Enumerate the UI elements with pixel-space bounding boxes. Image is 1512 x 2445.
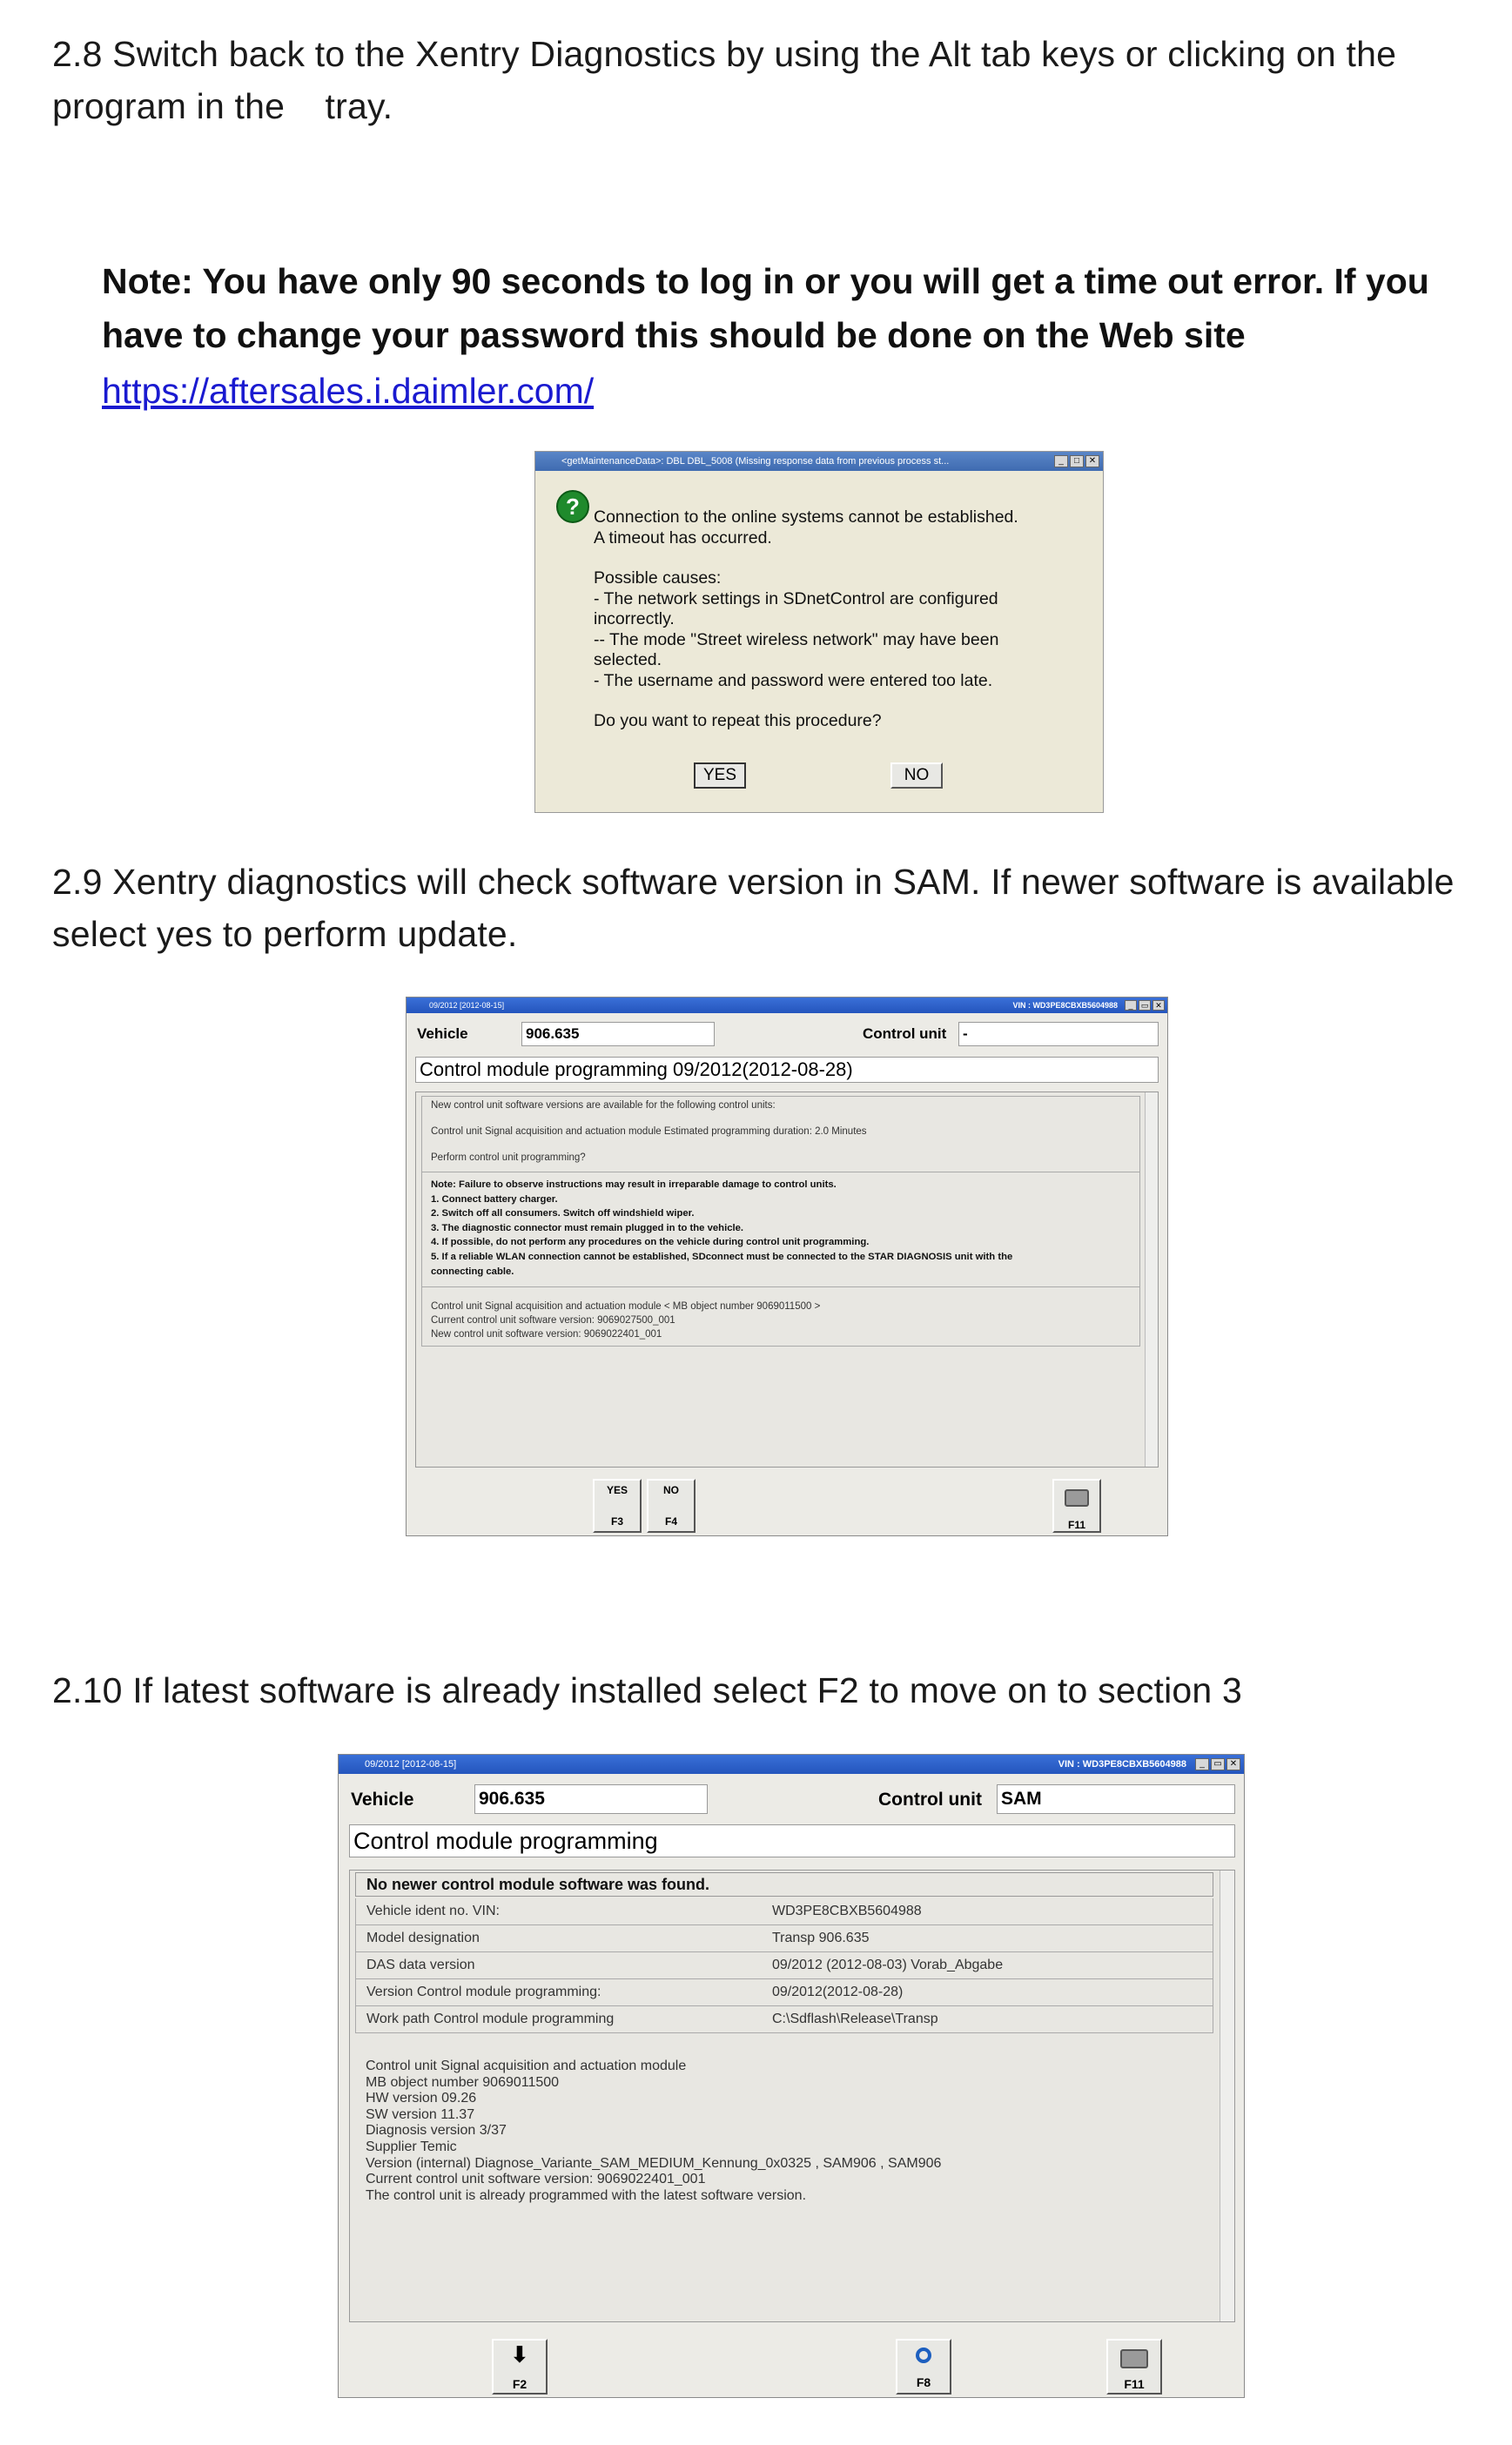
dialog-cause2b: selected. xyxy=(594,650,662,669)
xentry-programming-window xyxy=(406,997,1168,1536)
programming-content xyxy=(415,1092,1159,1468)
window-restore-button[interactable]: ▭ xyxy=(1139,1000,1151,1011)
window2-restore-button[interactable]: ▭ xyxy=(1211,1758,1225,1770)
no-f4-button[interactable] xyxy=(647,1479,696,1533)
result-scrollbar[interactable] xyxy=(1220,1871,1234,2321)
control-unit2-label: Control unit xyxy=(878,1790,982,1810)
dialog-close-button[interactable]: ✕ xyxy=(1085,455,1099,467)
window-title-vin: VIN : WD3PE8CBXB5604988 xyxy=(1012,1001,1118,1010)
cu-current-version: Current control unit software version: 9069027500_001 xyxy=(431,1315,675,1326)
step-2-9-line2: select yes to perform update. xyxy=(52,914,518,954)
info-section xyxy=(421,1096,1140,1172)
warning-step1: 1. Connect battery charger. xyxy=(431,1193,558,1205)
result-row xyxy=(355,1925,1213,1952)
programming2-header: Control module programming xyxy=(349,1824,1235,1857)
detail-line: Diagnosis version 3/37 xyxy=(366,2123,507,2139)
warning-step2: 2. Switch off all consumers. Switch off windshield wiper. xyxy=(431,1208,695,1219)
vehicle-field: 906.635 xyxy=(521,1022,715,1046)
control-unit-section xyxy=(421,1287,1140,1347)
result-row xyxy=(355,1979,1213,2006)
detail-line: MB object number 9069011500 xyxy=(366,2074,560,2090)
note-text: Note: You have only 90 seconds to log in or you will get a time out error. If you have to change your password this should be done on the Web site xyxy=(102,261,1429,355)
dialog-cause3: - The username and password were entered too late. xyxy=(594,670,993,690)
detail-section xyxy=(366,2059,941,2204)
control-unit-field: - xyxy=(958,1022,1159,1046)
detail-line: Version (internal) Diagnose_Variante_SAM_MEDIUM_Kennung_0x0325 , SAM906 , SAM906 xyxy=(366,2155,942,2171)
dialog-message xyxy=(594,507,1018,732)
result-row-value: Transp 906.635 xyxy=(772,1931,870,1945)
window-titlebar xyxy=(407,997,1167,1013)
window2-minimize-button[interactable]: _ xyxy=(1195,1758,1209,1770)
dialog-maximize-button[interactable]: □ xyxy=(1070,455,1084,467)
window-title-left: 09/2012 [2012-08-15] xyxy=(429,1001,505,1010)
dialog-cause2: -- The mode "Street wireless network" may have been xyxy=(594,629,999,649)
window2-titlebar xyxy=(339,1755,1244,1774)
dialog-titlebar xyxy=(535,452,1103,471)
window-minimize-button[interactable]: _ xyxy=(1125,1000,1137,1011)
dialog-minimize-button[interactable]: _ xyxy=(1054,455,1068,467)
control-unit-label: Control unit xyxy=(863,1025,947,1042)
result-row xyxy=(355,1952,1213,1979)
aftersales-link[interactable]: https://aftersales.i.daimler.com/ xyxy=(102,371,595,411)
info-line3: Perform control unit programming? xyxy=(431,1152,586,1163)
result-row xyxy=(355,2006,1213,2033)
result-table xyxy=(355,1898,1213,2033)
result-row xyxy=(355,1898,1213,1925)
vehicle2-label: Vehicle xyxy=(351,1790,414,1810)
warning-step3: 3. The diagnostic connector must remain plugged in to the vehicle. xyxy=(431,1222,744,1233)
window2-title-vin: VIN : WD3PE8CBXB5604988 xyxy=(1058,1759,1186,1770)
print-f11-button[interactable] xyxy=(1052,1479,1101,1533)
print2-f11-button[interactable] xyxy=(1106,2339,1162,2395)
info-line1: New control unit software versions are available for the following control units: xyxy=(431,1100,776,1111)
detail-line: SW version 11.37 xyxy=(366,2106,475,2122)
warning-note: Note: Failure to observe instructions may result in irreparable damage to control units. xyxy=(431,1179,837,1190)
step-2-10-line1: 2.10 If latest software is already installed select F2 to move on to section 3 xyxy=(52,1670,1243,1710)
cu-object-number: Control unit Signal acquisition and actuation module < MB object number 9069011500 > xyxy=(431,1301,821,1312)
cu-new-version: New control unit software version: 9069022401_001 xyxy=(431,1329,662,1340)
timeout-dialog xyxy=(534,451,1104,813)
warning-step4: 4. If possible, do not perform any procedures on the vehicle during control unit programming. xyxy=(431,1237,870,1248)
info-line2: Control unit Signal acquisition and actuation module Estimated programming duration: 2.0 Minutes xyxy=(431,1126,867,1137)
warning-section xyxy=(421,1172,1140,1287)
result-row-value: 09/2012(2012-08-28) xyxy=(772,1985,904,1999)
search-f8-button[interactable] xyxy=(896,2339,951,2395)
print-key: F11 xyxy=(1067,1519,1085,1531)
result-row-label: Model designation xyxy=(366,1931,480,1945)
dialog-cause1: - The network settings in SDnetControl are configured xyxy=(594,588,998,608)
window-close-button[interactable]: ✕ xyxy=(1152,1000,1165,1011)
dialog-msg2: A timeout has occurred. xyxy=(594,527,772,547)
print2-key: F11 xyxy=(1124,2377,1145,2391)
yes-label: YES xyxy=(606,1484,628,1496)
down-f2-button[interactable] xyxy=(492,2339,548,2395)
status-row: No newer control module software was found. xyxy=(355,1872,1213,1897)
result-row-label: DAS data version xyxy=(366,1958,475,1972)
detail-line: Current control unit software version: 9069022401_001 xyxy=(366,2172,706,2187)
dialog-no-button[interactable]: NO xyxy=(890,762,943,789)
result-row-label: Version Control module programming: xyxy=(366,1985,601,1999)
window2-close-button[interactable]: ✕ xyxy=(1226,1758,1240,1770)
vehicle-label: Vehicle xyxy=(417,1025,468,1042)
content-scrollbar[interactable] xyxy=(1145,1092,1158,1467)
detail-line: HW version 09.26 xyxy=(366,2091,477,2106)
no-label: NO xyxy=(663,1484,679,1496)
detail-line: Supplier Temic xyxy=(366,2139,457,2154)
window2-title-left: 09/2012 [2012-08-15] xyxy=(365,1759,457,1770)
dialog-msg1: Connection to the online systems cannot be established. xyxy=(594,507,1018,527)
dialog-causes-heading: Possible causes: xyxy=(594,568,722,588)
step-2-9-line1: 2.9 Xentry diagnostics will check software version in SAM. If newer software is available xyxy=(52,862,1455,902)
result-row-value: C:\Sdflash\Release\Transp xyxy=(772,2012,938,2026)
down-key: F2 xyxy=(512,2377,528,2391)
result-content xyxy=(349,1870,1235,2322)
result-row-value: WD3PE8CBXB5604988 xyxy=(772,1904,922,1918)
detail-line: Control unit Signal acquisition and actuation module xyxy=(366,2059,687,2073)
result-row-value: 09/2012 (2012-08-03) Vorab_Abgabe xyxy=(772,1958,1004,1972)
no-key: F4 xyxy=(664,1515,677,1528)
vehicle2-field: 906.635 xyxy=(474,1784,708,1814)
warning-step5b: connecting cable. xyxy=(431,1266,514,1277)
question-icon: ? xyxy=(556,490,589,523)
warning-step5: 5. If a reliable WLAN connection cannot be established, SDconnect must be connected to the STAR DIAGNOSIS unit with the xyxy=(431,1251,1013,1262)
search-key: F8 xyxy=(916,2375,931,2389)
yes-key: F3 xyxy=(610,1515,623,1528)
search-icon xyxy=(916,2348,931,2363)
programming-header: Control module programming 09/2012(2012-08-28) xyxy=(415,1057,1159,1083)
dialog-cause1b: incorrectly. xyxy=(594,609,675,628)
dialog-question: Do you want to repeat this procedure? xyxy=(594,711,882,730)
printer2-icon xyxy=(1120,2349,1148,2368)
xentry-no-update-window xyxy=(338,1754,1245,2398)
result-row-label: Work path Control module programming xyxy=(366,2012,615,2026)
down-arrow-icon: ⬇ xyxy=(510,2341,529,2368)
dialog-yes-button[interactable]: YES xyxy=(694,762,746,789)
printer-icon xyxy=(1065,1489,1089,1507)
control-unit2-field: SAM xyxy=(997,1784,1235,1814)
detail-line: The control unit is already programmed with the latest software version. xyxy=(366,2187,807,2203)
step-2-8-line2: program in the tray. xyxy=(52,86,393,126)
yes-f3-button[interactable] xyxy=(593,1479,642,1533)
result-row-label: Vehicle ident no. VIN: xyxy=(366,1904,500,1918)
step-2-8-line1: 2.8 Switch back to the Xentry Diagnostics by using the Alt tab keys or clicking on the xyxy=(52,34,1397,74)
dialog-title: <getMaintenanceData>: DBL DBL_5008 (Missing response data from previous process st... xyxy=(561,456,950,467)
